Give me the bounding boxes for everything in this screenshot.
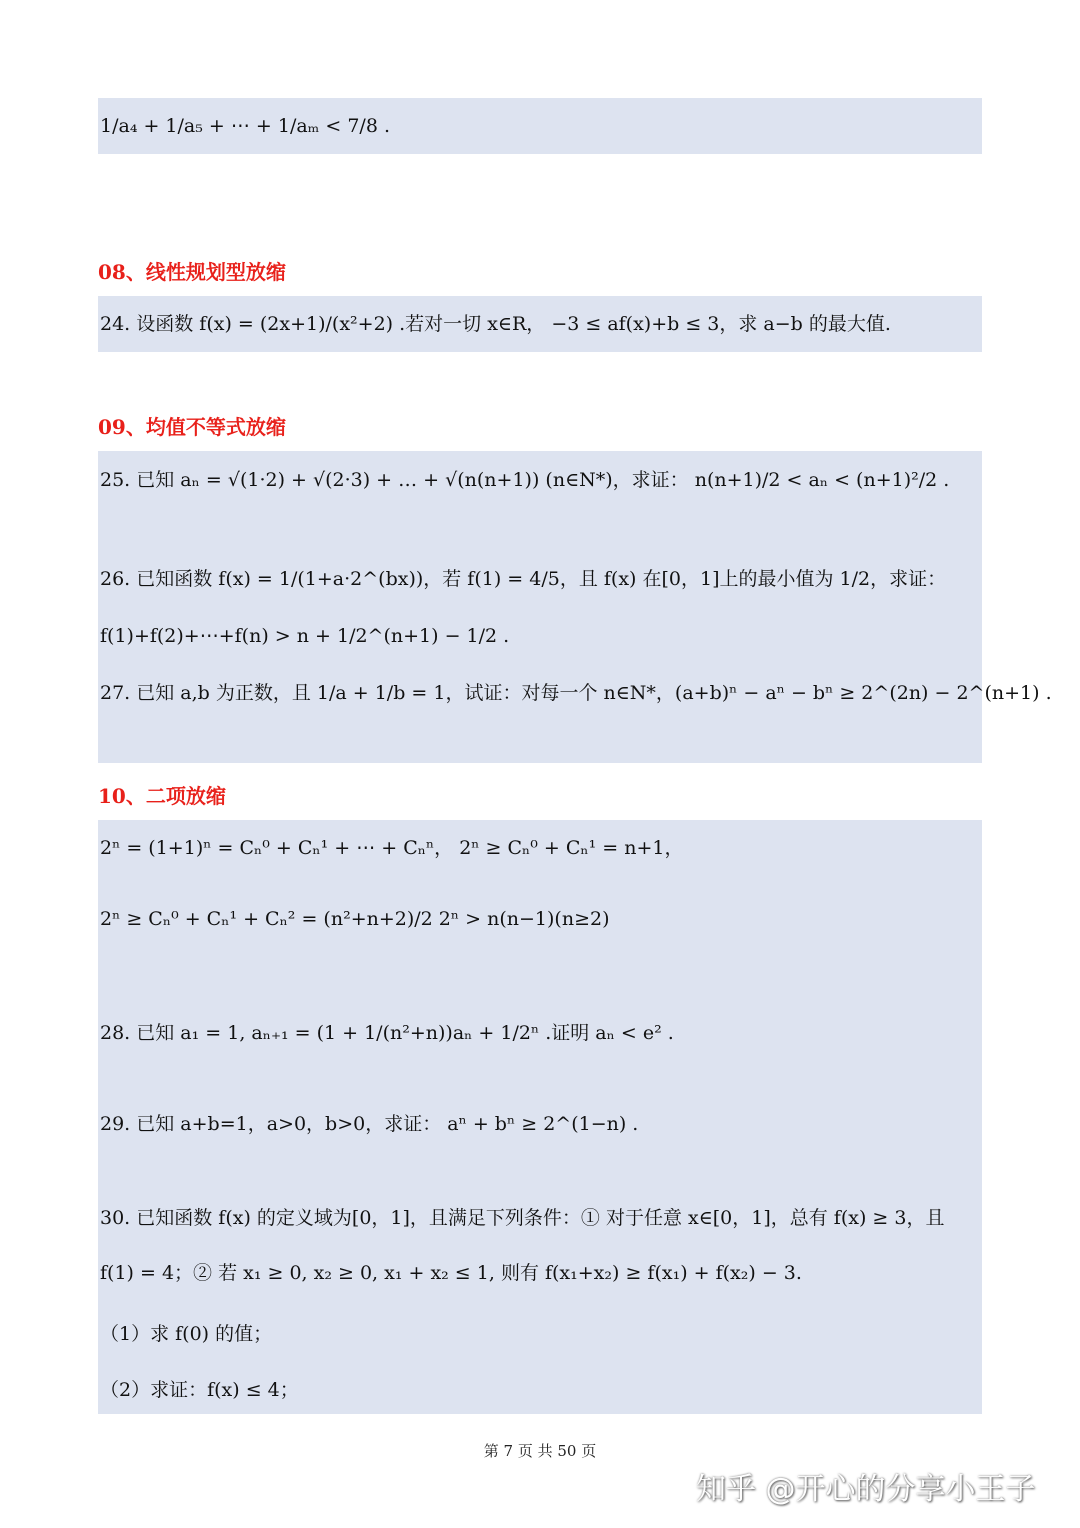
section-heading-08: 08、线性规划型放缩: [98, 260, 286, 284]
watermark: 知乎 @开心的分享小王子: [696, 1472, 1036, 1507]
section-heading-09: 09、均值不等式放缩: [98, 415, 286, 439]
problem-28: 28. 已知 a₁ = 1, aₙ₊₁ = (1 + 1/(n²+n))aₙ + 1/2ⁿ .证明 aₙ < e² .: [100, 1022, 674, 1044]
problem-30: 30. 已知函数 f(x) 的定义域为[0，1]，且满足下列条件：① 对于任意 x∈[0，1]，总有 f(x) ≥ 3，且: [100, 1207, 945, 1229]
problem-24: 24. 设函数 f(x) = (2x+1)/(x²+2) .若对一切 x∈R， −3 ≤ af(x)+b ≤ 3，求 a−b 的最大值.: [100, 313, 891, 335]
problem-30-part-1: （1）求 f(0) 的值；: [100, 1323, 273, 1345]
problem-30-part-2: （2）求证：f(x) ≤ 4；: [100, 1379, 299, 1401]
problem-25: 25. 已知 aₙ = √(1·2) + √(2·3) + … + √(n(n+1)) (n∈N*)，求证： n(n+1)/2 < aₙ < (n+1)²/2 .: [100, 469, 950, 491]
problem-26: 26. 已知函数 f(x) = 1/(1+a·2^(bx))，若 f(1) = 4/5，且 f(x) 在[0，1]上的最小值为 1/2，求证：: [100, 568, 947, 590]
section-09-box: [98, 451, 982, 763]
problem-26-continued: f(1)+f(2)+⋯+f(n) > n + 1/2^(n+1) − 1/2 .: [100, 625, 510, 647]
binomial-formula-2: 2ⁿ ≥ Cₙ⁰ + Cₙ¹ + Cₙ² = (n²+n+2)/2 2ⁿ > n(n−1)(n≥2): [100, 908, 610, 930]
continuation-inequality: 1/a₄ + 1/a₅ + ⋯ + 1/aₘ < 7/8 .: [100, 115, 390, 137]
problem-29: 29. 已知 a+b=1，a>0，b>0，求证： aⁿ + bⁿ ≥ 2^(1−n) .: [100, 1113, 639, 1135]
page-footer: 第 7 页 共 50 页: [483, 1442, 597, 1460]
problem-30-continued: f(1) = 4；② 若 x₁ ≥ 0, x₂ ≥ 0, x₁ + x₂ ≤ 1, 则有 f(x₁+x₂) ≥ f(x₁) + f(x₂) − 3.: [100, 1262, 802, 1284]
section-heading-10: 10、二项放缩: [98, 784, 226, 808]
binomial-formula-1: 2ⁿ = (1+1)ⁿ = Cₙ⁰ + Cₙ¹ + ⋯ + Cₙⁿ， 2ⁿ ≥ Cₙ⁰ + Cₙ¹ = n+1，: [100, 837, 684, 859]
problem-27: 27. 已知 a,b 为正数，且 1/a + 1/b = 1，试证：对每一个 n∈N*，(a+b)ⁿ − aⁿ − bⁿ ≥ 2^(2n) − 2^(n+1) .: [100, 682, 1052, 704]
